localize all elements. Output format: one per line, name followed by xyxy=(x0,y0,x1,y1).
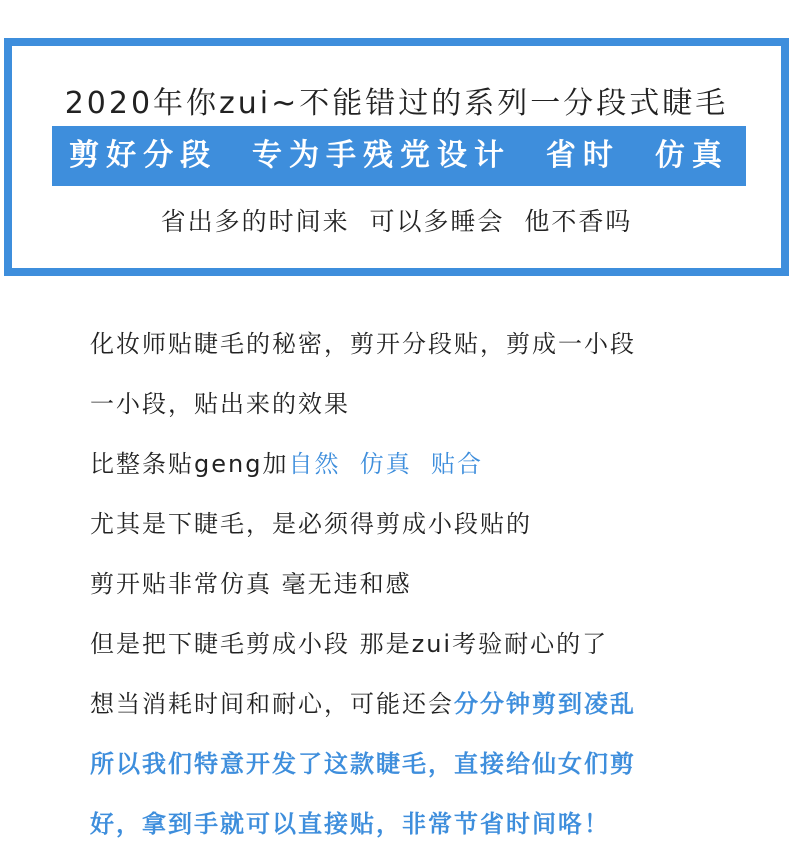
description-line: 剪开贴非常仿真 毫无违和感 xyxy=(90,570,412,598)
description-line: 化妆师贴睫毛的秘密，剪开分段贴，剪成一小段 xyxy=(90,330,636,358)
description-line xyxy=(90,684,750,744)
highlight-text: 自然 仿真 贴合 xyxy=(288,450,483,478)
description-text xyxy=(90,324,750,864)
highlight-text: 分分钟剪到凌乱 xyxy=(454,690,636,718)
description-line-prefix: 比整条贴geng加 xyxy=(90,450,289,478)
description-line-prefix: 想当消耗时间和耐心，可能还会 xyxy=(90,690,454,718)
highlight-line: 所以我们特意开发了这款睫毛，直接给仙女们剪 xyxy=(90,750,636,778)
description-line: 尤其是下睫毛，是必须得剪成小段贴的 xyxy=(90,510,532,538)
description-line: 但是把下睫毛剪成小段 那是zui考验耐心的了 xyxy=(90,630,609,658)
header-title: 2020年你zui~不能错过的系列一分段式睫毛 xyxy=(64,86,729,121)
description-line xyxy=(90,444,750,504)
description-line: 一小段，贴出来的效果 xyxy=(90,390,350,418)
header-frame xyxy=(4,38,789,276)
highlight-line: 好，拿到手就可以直接贴，非常节省时间咯！ xyxy=(90,810,610,838)
header-banner: 剪好分段 专为手残党设计 省时 仿真 xyxy=(52,126,746,186)
header-subtitle: 省出多的时间来 可以多睡会 他不香吗 xyxy=(160,207,633,236)
